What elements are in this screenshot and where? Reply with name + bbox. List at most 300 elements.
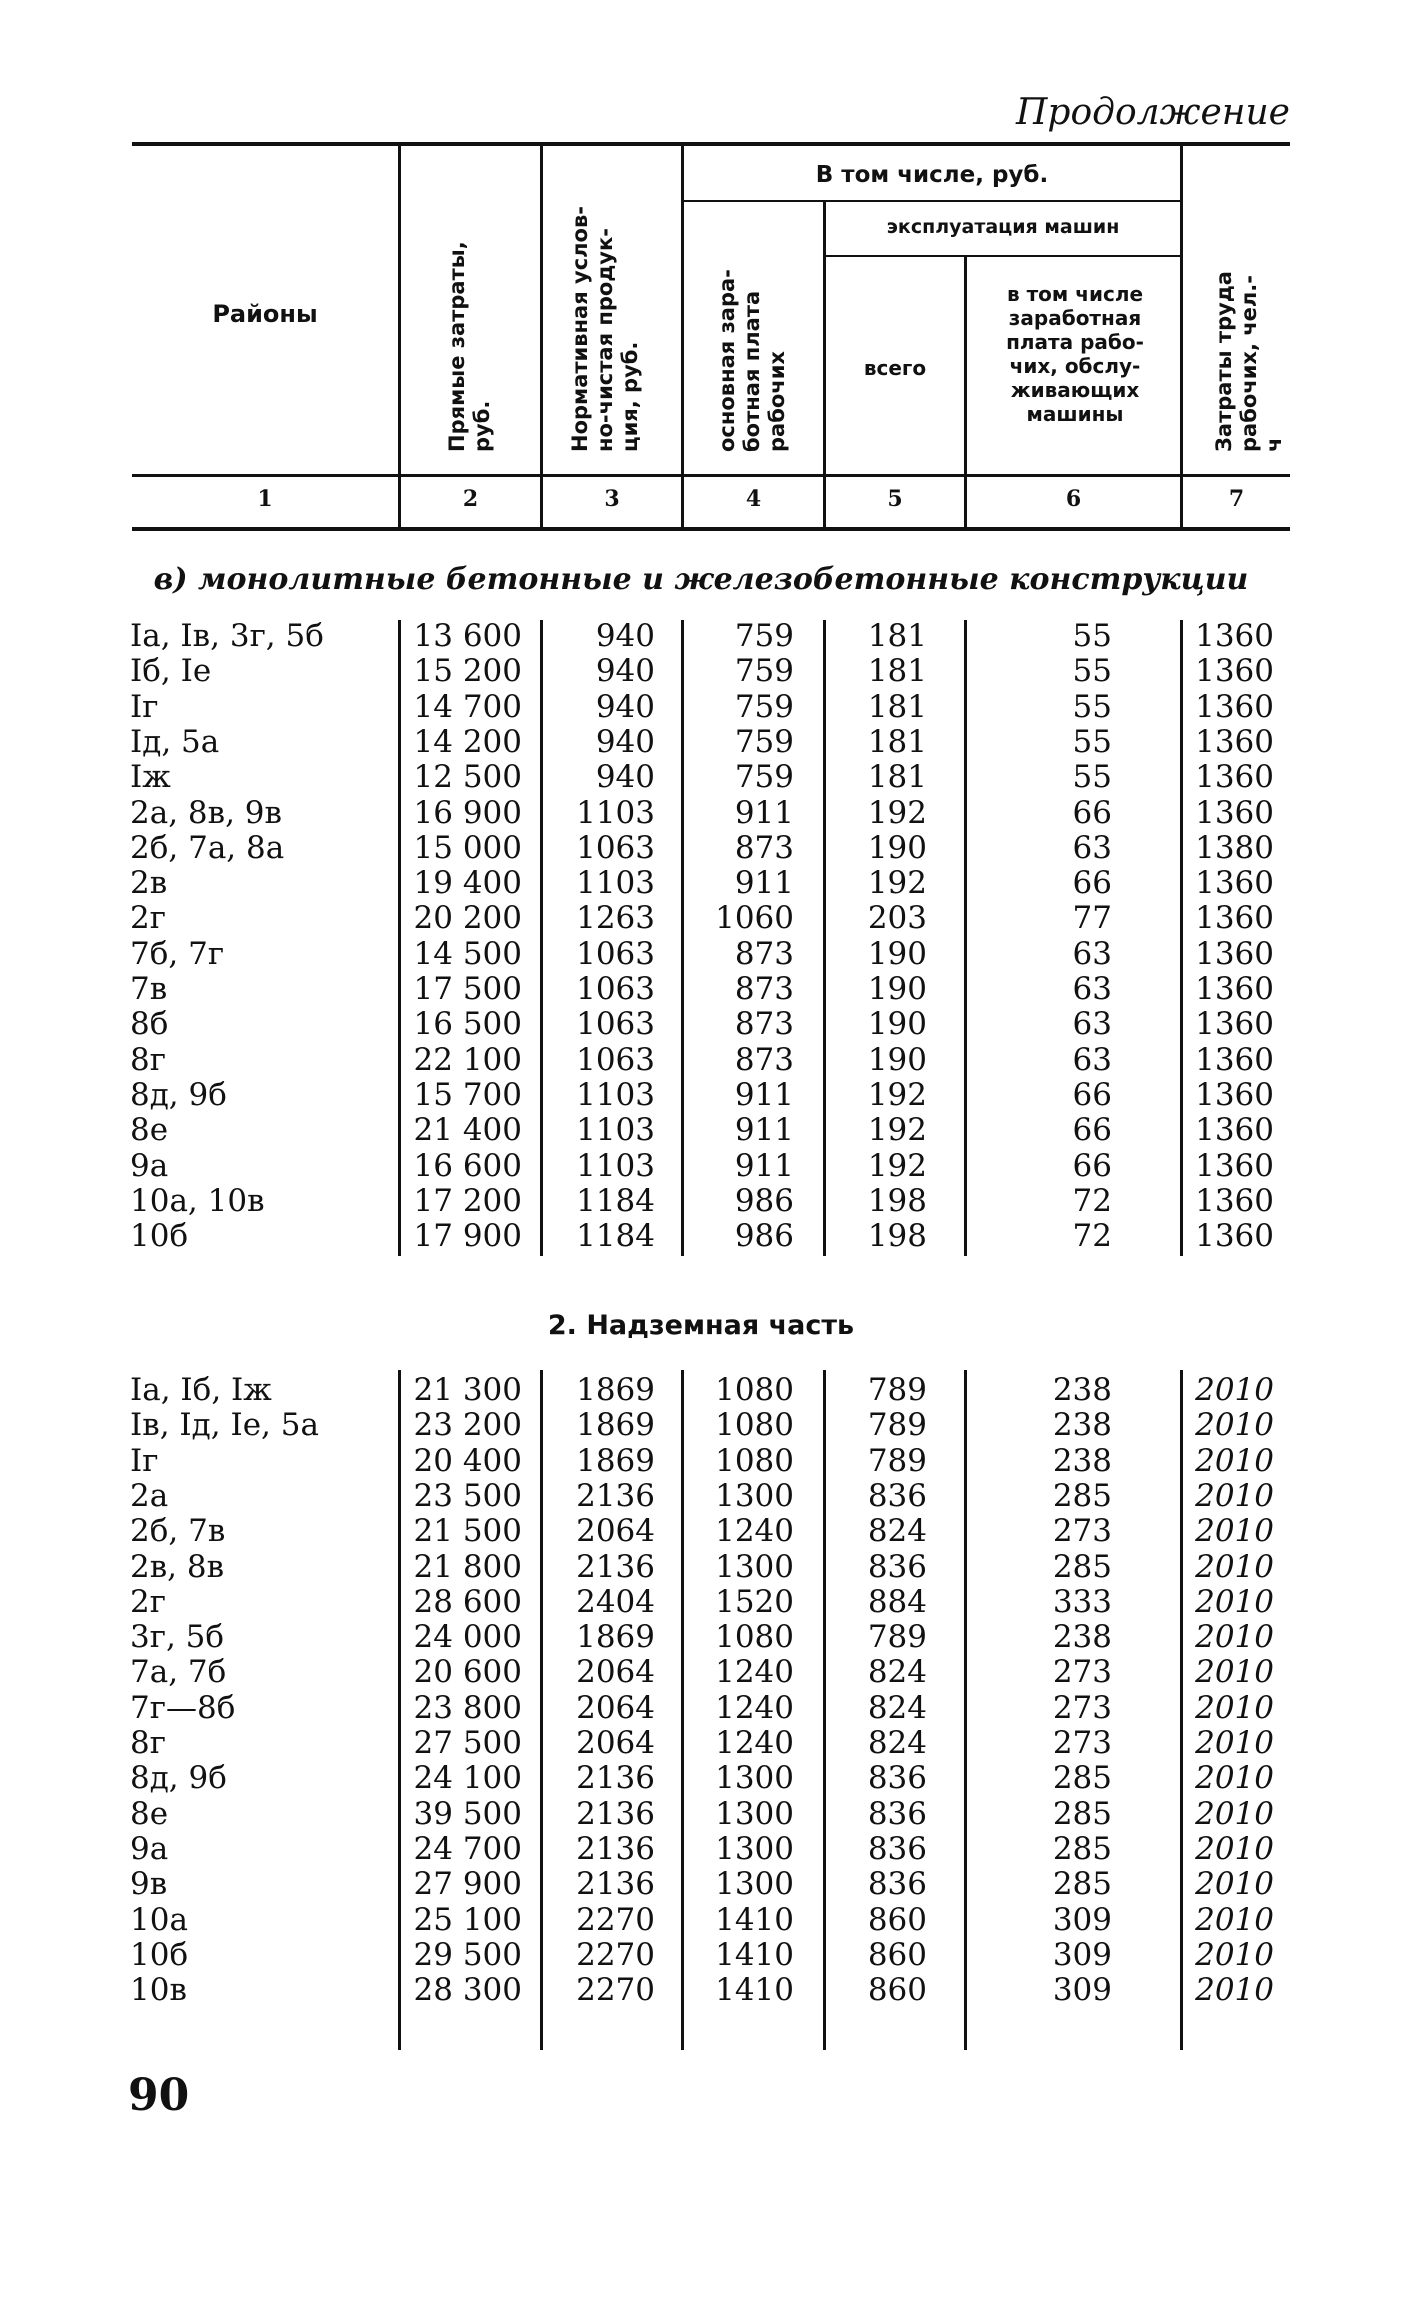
table-row: [0, 759, 1402, 794]
table-row: [0, 1619, 1402, 1654]
header-base-wage: основная зара- ботная плата рабочих: [715, 269, 789, 452]
base-wage-cell: 1300: [715, 1866, 794, 1903]
region-cell: 9в: [130, 1866, 168, 1903]
labor-costs-cell: 2010: [1195, 1372, 1274, 1408]
direct-costs-cell: 15 200: [413, 653, 522, 690]
machine-total-cell: 789: [867, 1407, 927, 1444]
table-row: [0, 1796, 1402, 1831]
machine-total-cell: 198: [867, 1182, 927, 1219]
machine-total-cell: 181: [867, 723, 927, 760]
header-labor-costs: Затраты труда рабочих, чел.-ч: [1212, 271, 1286, 452]
labor-costs-cell: 1360: [1195, 1147, 1274, 1184]
base-wage-cell: 1300: [715, 1795, 794, 1832]
direct-costs-cell: 24 700: [413, 1830, 522, 1867]
table-row: [0, 1513, 1402, 1548]
table-row: [0, 865, 1402, 900]
header-subrule: [684, 200, 1180, 202]
direct-costs-cell: 17 900: [413, 1218, 522, 1255]
region-cell: 8е: [130, 1795, 169, 1832]
table-top-rule: [132, 142, 1290, 146]
region-cell: 10а: [130, 1901, 188, 1938]
machine-total-cell: 836: [867, 1760, 927, 1797]
labor-costs-cell: 2010: [1195, 1795, 1274, 1832]
table-row: [0, 653, 1402, 688]
number-row-divider: [1180, 477, 1183, 527]
header-total: всего: [863, 356, 927, 380]
labor-costs-cell: 1360: [1195, 759, 1274, 796]
machine-wage-cell: 63: [1072, 1006, 1112, 1043]
direct-costs-cell: 21 800: [413, 1548, 522, 1585]
region-cell: 8д, 9б: [130, 1076, 227, 1113]
direct-costs-cell: 16 500: [413, 1006, 522, 1043]
direct-costs-cell: 20 600: [413, 1654, 522, 1691]
machine-wage-cell: 55: [1072, 688, 1112, 725]
region-cell: 2а: [130, 1477, 169, 1514]
normative-product-cell: 1263: [576, 900, 655, 937]
base-wage-cell: 911: [734, 1147, 794, 1184]
labor-costs-cell: 1360: [1195, 1218, 1274, 1255]
normative-product-cell: 2136: [576, 1866, 655, 1903]
machine-total-cell: 824: [867, 1654, 927, 1691]
table-row: [0, 795, 1402, 830]
region-cell: 8е: [130, 1112, 169, 1149]
machine-wage-cell: 309: [1052, 1936, 1112, 1973]
machine-total-cell: 190: [867, 829, 927, 866]
machine-wage-cell: 273: [1052, 1725, 1112, 1761]
machine-total-cell: 190: [867, 1006, 927, 1043]
normative-product-cell: 2136: [576, 1830, 655, 1867]
machine-total-cell: 181: [867, 653, 927, 690]
machine-total-cell: 192: [867, 794, 927, 831]
base-wage-cell: 759: [734, 759, 794, 796]
base-wage-cell: 1410: [715, 1901, 794, 1938]
normative-product-cell: 2064: [576, 1689, 655, 1726]
labor-costs-cell: 2010: [1195, 1725, 1274, 1761]
region-cell: 2в, 8в: [130, 1548, 225, 1585]
number-row-divider: [964, 477, 967, 527]
machine-wage-cell: 238: [1052, 1442, 1112, 1479]
region-cell: 7а, 7б: [130, 1654, 227, 1691]
machine-wage-cell: 63: [1072, 971, 1112, 1007]
region-cell: Iг: [130, 688, 159, 725]
direct-costs-cell: 23 200: [413, 1407, 522, 1444]
region-cell: Iв, Iд, Iе, 5а: [130, 1407, 319, 1444]
direct-costs-cell: 23 500: [413, 1477, 522, 1514]
base-wage-cell: 986: [734, 1218, 794, 1255]
normative-product-cell: 1063: [576, 935, 655, 972]
column-number: 4: [745, 486, 762, 512]
labor-costs-cell: 1360: [1195, 1006, 1274, 1043]
normative-product-cell: 1103: [576, 1076, 655, 1113]
region-cell: 3г, 5б: [130, 1619, 225, 1656]
normative-product-cell: 1063: [576, 971, 655, 1007]
machine-total-cell: 789: [867, 1372, 927, 1408]
region-cell: Iд, 5а: [130, 723, 220, 760]
machine-total-cell: 190: [867, 935, 927, 972]
labor-costs-cell: 2010: [1195, 1619, 1274, 1656]
machine-total-cell: 181: [867, 618, 927, 654]
column-number: 5: [887, 486, 903, 512]
region-cell: 2в: [130, 865, 168, 902]
base-wage-cell: 873: [734, 1006, 794, 1043]
normative-product-cell: 1184: [576, 1182, 655, 1219]
machine-wage-cell: 333: [1052, 1583, 1112, 1620]
machine-total-cell: 198: [867, 1218, 927, 1255]
labor-costs-cell: 1380: [1195, 829, 1274, 866]
machine-wage-cell: 309: [1052, 1972, 1112, 2009]
direct-costs-cell: 20 400: [413, 1442, 522, 1479]
region-cell: 8г: [130, 1041, 166, 1078]
region-cell: 8г: [130, 1725, 166, 1761]
table-row: [0, 1831, 1402, 1866]
base-wage-cell: 1410: [715, 1972, 794, 2009]
machine-wage-cell: 238: [1052, 1619, 1112, 1656]
normative-product-cell: 2136: [576, 1477, 655, 1514]
machine-wage-cell: 66: [1072, 865, 1112, 902]
table-row: [0, 1148, 1402, 1183]
base-wage-cell: 911: [734, 865, 794, 902]
header-bottom-rule: [132, 474, 1290, 477]
machine-total-cell: 836: [867, 1795, 927, 1832]
header-machine-wage: в том числе заработная плата рабо-чих, обслу-живающих машины: [1006, 282, 1144, 426]
machine-wage-cell: 66: [1072, 1076, 1112, 1113]
normative-product-cell: 1103: [576, 865, 655, 902]
labor-costs-cell: 2010: [1195, 1901, 1274, 1938]
table-row: [0, 1654, 1402, 1689]
normative-product-cell: 2270: [576, 1972, 655, 2009]
machine-total-cell: 192: [867, 1147, 927, 1184]
direct-costs-cell: 17 500: [413, 971, 522, 1007]
base-wage-cell: 1080: [715, 1442, 794, 1479]
region-cell: 2г: [130, 900, 166, 937]
region-cell: 9а: [130, 1830, 169, 1867]
machine-wage-cell: 66: [1072, 794, 1112, 831]
direct-costs-cell: 13 600: [413, 618, 522, 654]
machine-wage-cell: 285: [1052, 1866, 1112, 1903]
machine-wage-cell: 63: [1072, 935, 1112, 972]
region-cell: Iа, Iб, Iж: [130, 1372, 272, 1408]
normative-product-cell: 940: [595, 688, 655, 725]
direct-costs-cell: 24 100: [413, 1760, 522, 1797]
table-row: [0, 1077, 1402, 1112]
table-row: [0, 1218, 1402, 1253]
header-divider: [398, 146, 401, 476]
table-row: [0, 1112, 1402, 1147]
normative-product-cell: 940: [595, 759, 655, 796]
number-row-divider: [540, 477, 543, 527]
labor-costs-cell: 1360: [1195, 723, 1274, 760]
normative-product-cell: 1869: [576, 1619, 655, 1656]
direct-costs-cell: 14 500: [413, 935, 522, 972]
labor-costs-cell: 2010: [1195, 1972, 1274, 2009]
normative-product-cell: 1063: [576, 1041, 655, 1078]
normative-product-cell: 1869: [576, 1407, 655, 1444]
table-row: [0, 1478, 1402, 1513]
machine-total-cell: 192: [867, 1112, 927, 1149]
direct-costs-cell: 22 100: [413, 1041, 522, 1078]
base-wage-cell: 1080: [715, 1619, 794, 1656]
labor-costs-cell: 2010: [1195, 1689, 1274, 1726]
machine-wage-cell: 309: [1052, 1901, 1112, 1938]
direct-costs-cell: 23 800: [413, 1689, 522, 1726]
direct-costs-cell: 15 000: [413, 829, 522, 866]
base-wage-cell: 1080: [715, 1407, 794, 1444]
machine-total-cell: 860: [867, 1901, 927, 1938]
machine-total-cell: 884: [867, 1583, 927, 1620]
base-wage-cell: 911: [734, 794, 794, 831]
labor-costs-cell: 1360: [1195, 1182, 1274, 1219]
normative-product-cell: 1184: [576, 1218, 655, 1255]
machine-total-cell: 181: [867, 688, 927, 725]
machine-wage-cell: 55: [1072, 618, 1112, 654]
table-row: [0, 971, 1402, 1006]
direct-costs-cell: 21 400: [413, 1112, 522, 1149]
header-including: В том числе, руб.: [815, 162, 1049, 188]
table-row: [0, 1902, 1402, 1937]
column-number-rule: [132, 527, 1290, 531]
direct-costs-cell: 21 500: [413, 1513, 522, 1550]
labor-costs-cell: 1360: [1195, 900, 1274, 937]
table-row: [0, 1443, 1402, 1478]
table-row: [0, 1183, 1402, 1218]
labor-costs-cell: 1360: [1195, 653, 1274, 690]
machine-total-cell: 203: [867, 900, 927, 937]
direct-costs-cell: 29 500: [413, 1936, 522, 1973]
machine-wage-cell: 55: [1072, 759, 1112, 796]
normative-product-cell: 940: [595, 723, 655, 760]
table-row: [0, 1725, 1402, 1760]
normative-product-cell: 1103: [576, 794, 655, 831]
column-number: 7: [1228, 486, 1245, 512]
labor-costs-cell: 1360: [1195, 1041, 1274, 1078]
direct-costs-cell: 28 600: [413, 1583, 522, 1620]
table-row: [0, 900, 1402, 935]
region-cell: 10б: [130, 1936, 189, 1973]
machine-total-cell: 190: [867, 1041, 927, 1078]
direct-costs-cell: 27 900: [413, 1866, 522, 1903]
page-number: 90: [128, 2070, 190, 2121]
machine-total-cell: 824: [867, 1513, 927, 1550]
normative-product-cell: 1103: [576, 1147, 655, 1184]
machine-wage-cell: 285: [1052, 1760, 1112, 1797]
labor-costs-cell: 2010: [1195, 1477, 1274, 1514]
direct-costs-cell: 14 200: [413, 723, 522, 760]
machine-total-cell: 824: [867, 1725, 927, 1761]
region-cell: 2а, 8в, 9в: [130, 794, 282, 831]
machine-total-cell: 789: [867, 1619, 927, 1656]
direct-costs-cell: 16 900: [413, 794, 522, 831]
region-cell: 2г: [130, 1583, 166, 1620]
header-divider: [964, 256, 967, 476]
labor-costs-cell: 2010: [1195, 1936, 1274, 1973]
base-wage-cell: 986: [734, 1182, 794, 1219]
table-row: [0, 1042, 1402, 1077]
header-divider: [823, 200, 826, 476]
base-wage-cell: 911: [734, 1076, 794, 1113]
machine-wage-cell: 273: [1052, 1654, 1112, 1691]
table-row: [0, 1937, 1402, 1972]
base-wage-cell: 1240: [715, 1725, 794, 1761]
normative-product-cell: 1063: [576, 829, 655, 866]
machine-wage-cell: 72: [1072, 1218, 1112, 1255]
header-divider: [1180, 146, 1183, 476]
table-row: [0, 1372, 1402, 1407]
base-wage-cell: 1520: [715, 1583, 794, 1620]
direct-costs-cell: 27 500: [413, 1725, 522, 1761]
normative-product-cell: 2136: [576, 1795, 655, 1832]
table-row: [0, 724, 1402, 759]
machine-total-cell: 824: [867, 1689, 927, 1726]
base-wage-cell: 1300: [715, 1548, 794, 1585]
direct-costs-cell: 14 700: [413, 688, 522, 725]
normative-product-cell: 2270: [576, 1936, 655, 1973]
base-wage-cell: 1060: [715, 900, 794, 937]
header-subrule: [826, 255, 1180, 257]
table-row: [0, 689, 1402, 724]
machine-wage-cell: 55: [1072, 723, 1112, 760]
region-cell: 8д, 9б: [130, 1760, 227, 1797]
table-row: [0, 1760, 1402, 1795]
column-number: 1: [257, 486, 273, 512]
table-row: [0, 1690, 1402, 1725]
machine-total-cell: 860: [867, 1972, 927, 2009]
region-cell: 10а, 10в: [130, 1182, 265, 1219]
table-row: [0, 830, 1402, 865]
base-wage-cell: 1410: [715, 1936, 794, 1973]
table-row: [0, 618, 1402, 653]
base-wage-cell: 1300: [715, 1830, 794, 1867]
base-wage-cell: 759: [734, 618, 794, 654]
table-row: [0, 1407, 1402, 1442]
table-row: [0, 1866, 1402, 1901]
table-row: [0, 1006, 1402, 1041]
machine-total-cell: 789: [867, 1442, 927, 1479]
table-row: [0, 1584, 1402, 1619]
labor-costs-cell: 2010: [1195, 1583, 1274, 1620]
machine-wage-cell: 285: [1052, 1830, 1112, 1867]
machine-wage-cell: 273: [1052, 1689, 1112, 1726]
base-wage-cell: 1300: [715, 1477, 794, 1514]
table-row: [0, 936, 1402, 971]
normative-product-cell: 1103: [576, 1112, 655, 1149]
normative-product-cell: 940: [595, 653, 655, 690]
direct-costs-cell: 17 200: [413, 1182, 522, 1219]
machine-wage-cell: 55: [1072, 653, 1112, 690]
base-wage-cell: 759: [734, 688, 794, 725]
labor-costs-cell: 1360: [1195, 618, 1274, 654]
region-cell: Iа, Iв, 3г, 5б: [130, 618, 324, 654]
section1-title: в) монолитные бетонные и железобетонные конструкции: [153, 562, 1249, 597]
base-wage-cell: 1240: [715, 1513, 794, 1550]
region-cell: 9а: [130, 1147, 169, 1184]
base-wage-cell: 1240: [715, 1654, 794, 1691]
direct-costs-cell: 21 300: [413, 1372, 522, 1408]
machine-wage-cell: 63: [1072, 829, 1112, 866]
normative-product-cell: 1869: [576, 1442, 655, 1479]
normative-product-cell: 940: [595, 618, 655, 654]
labor-costs-cell: 1360: [1195, 794, 1274, 831]
machine-wage-cell: 66: [1072, 1112, 1112, 1149]
continuation-label: Продолжение: [1016, 92, 1290, 133]
direct-costs-cell: 12 500: [413, 759, 522, 796]
machine-wage-cell: 285: [1052, 1477, 1112, 1514]
machine-total-cell: 836: [867, 1866, 927, 1903]
direct-costs-cell: 19 400: [413, 865, 522, 902]
region-cell: 2б, 7в: [130, 1513, 226, 1550]
machine-total-cell: 192: [867, 865, 927, 902]
machine-wage-cell: 72: [1072, 1182, 1112, 1219]
machine-total-cell: 836: [867, 1830, 927, 1867]
number-row-divider: [681, 477, 684, 527]
region-cell: Iг: [130, 1442, 159, 1479]
labor-costs-cell: 2010: [1195, 1442, 1274, 1479]
table-row: [0, 1972, 1402, 2007]
region-cell: 7в: [130, 971, 168, 1007]
number-row-divider: [823, 477, 826, 527]
labor-costs-cell: 2010: [1195, 1760, 1274, 1797]
direct-costs-cell: 15 700: [413, 1076, 522, 1113]
section2-title: 2. Надземная часть: [547, 1310, 855, 1341]
base-wage-cell: 1240: [715, 1689, 794, 1726]
normative-product-cell: 2064: [576, 1725, 655, 1761]
region-cell: Iж: [130, 759, 171, 796]
machine-total-cell: 836: [867, 1477, 927, 1514]
base-wage-cell: 873: [734, 829, 794, 866]
machine-wage-cell: 63: [1072, 1041, 1112, 1078]
labor-costs-cell: 2010: [1195, 1866, 1274, 1903]
region-cell: 7б, 7г: [130, 935, 225, 972]
column-number: 3: [604, 486, 620, 512]
region-cell: 8б: [130, 1006, 169, 1043]
labor-costs-cell: 1360: [1195, 688, 1274, 725]
normative-product-cell: 1869: [576, 1372, 655, 1408]
direct-costs-cell: 24 000: [413, 1619, 522, 1656]
machine-total-cell: 836: [867, 1548, 927, 1585]
labor-costs-cell: 2010: [1195, 1654, 1274, 1691]
base-wage-cell: 759: [734, 653, 794, 690]
labor-costs-cell: 1360: [1195, 935, 1274, 972]
column-number: 2: [462, 486, 479, 512]
base-wage-cell: 1080: [715, 1372, 794, 1408]
machine-wage-cell: 238: [1052, 1407, 1112, 1444]
normative-product-cell: 2136: [576, 1548, 655, 1585]
direct-costs-cell: 16 600: [413, 1147, 522, 1184]
region-cell: 10б: [130, 1218, 189, 1255]
machine-total-cell: 181: [867, 759, 927, 796]
normative-product-cell: 2270: [576, 1901, 655, 1938]
region-cell: 7г—8б: [130, 1689, 236, 1726]
labor-costs-cell: 1360: [1195, 1076, 1274, 1113]
machine-wage-cell: 77: [1072, 900, 1112, 937]
machine-wage-cell: 285: [1052, 1795, 1112, 1832]
number-row-divider: [398, 477, 401, 527]
header-direct-costs: Прямые затраты, руб.: [445, 241, 494, 452]
column-number: 6: [1065, 486, 1082, 512]
labor-costs-cell: 1360: [1195, 865, 1274, 902]
machine-wage-cell: 66: [1072, 1147, 1112, 1184]
header-normative-product: Нормативная услов- но-чистая продук- ция, руб.: [568, 206, 642, 452]
region-cell: 10в: [130, 1972, 187, 2009]
base-wage-cell: 911: [734, 1112, 794, 1149]
base-wage-cell: 759: [734, 723, 794, 760]
region-cell: 2б, 7а, 8а: [130, 829, 285, 866]
table-row: [0, 1549, 1402, 1584]
labor-costs-cell: 2010: [1195, 1548, 1274, 1585]
base-wage-cell: 873: [734, 1041, 794, 1078]
base-wage-cell: 873: [734, 971, 794, 1007]
header-machine-operation: эксплуатация машин: [886, 216, 1120, 238]
machine-total-cell: 192: [867, 1076, 927, 1113]
